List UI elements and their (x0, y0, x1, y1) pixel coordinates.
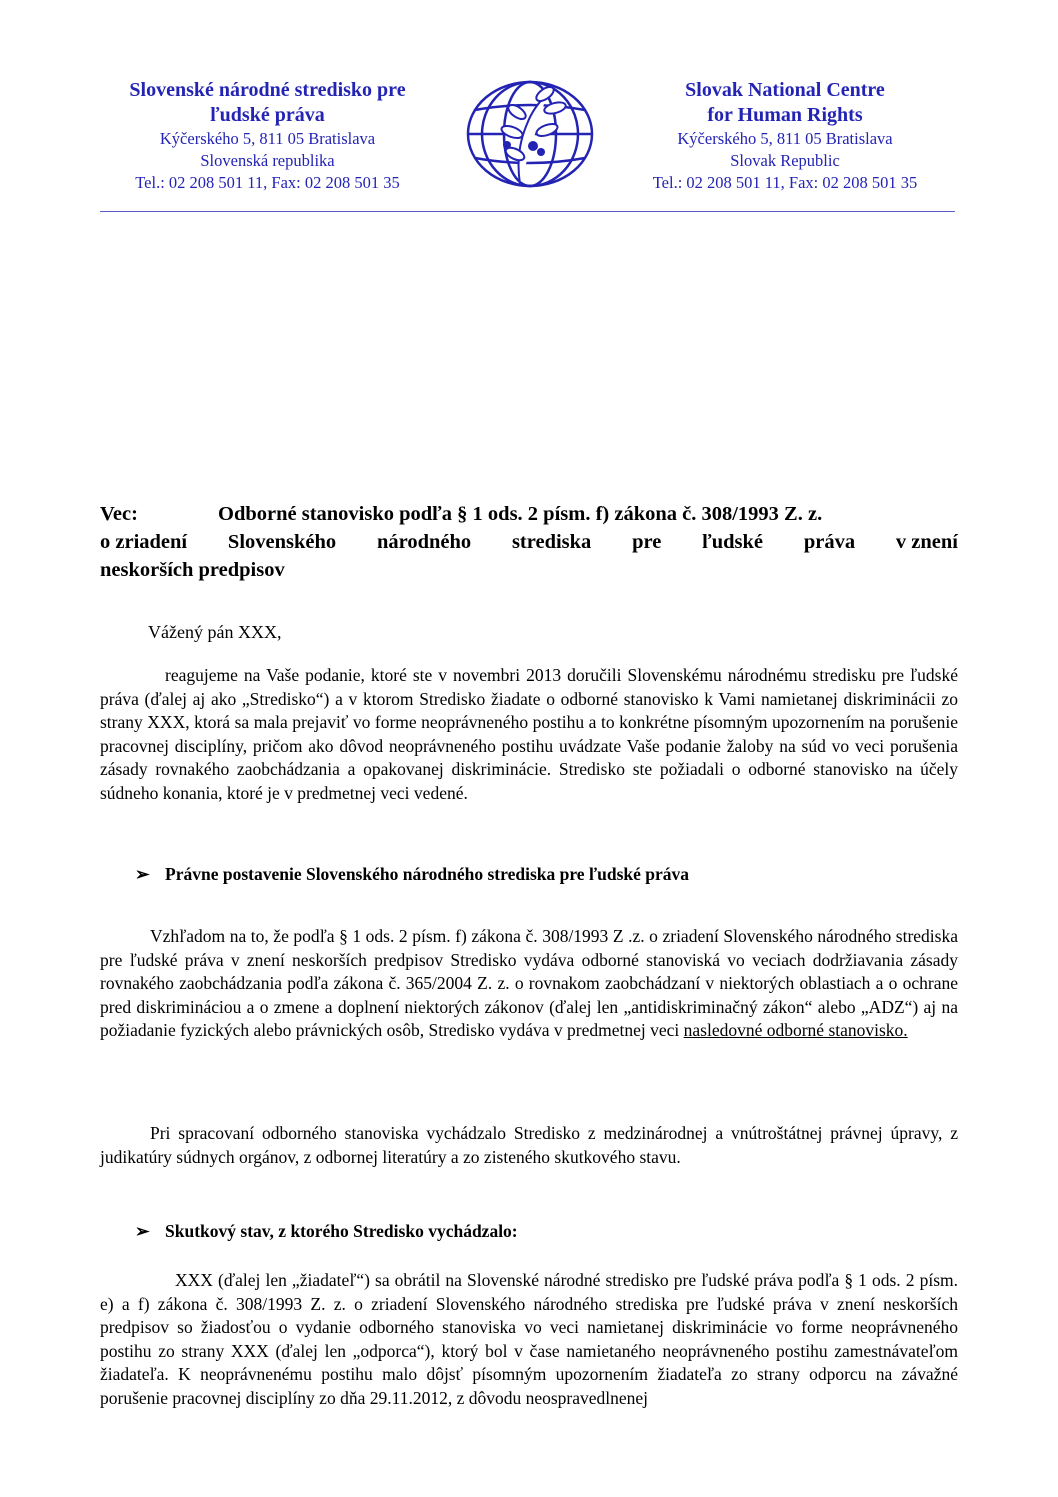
subject-line2-word: o zriadení (100, 531, 188, 553)
greeting: Vážený pán XXX, (148, 622, 282, 642)
country-en: Slovak Republic (730, 151, 840, 170)
subject-line2-word: v znení (895, 531, 958, 553)
subject-line2-word: ľudské (702, 531, 764, 553)
paragraph-sources: Pri spracovaní odborného stanoviska vychádzalo Stredisko z medzinárodnej a vnútroštátnej právnej úpravy, z judikatúry súdnych orgánov, z odbornej literatúry a zo zisteného skutkového stavu. (100, 1123, 958, 1167)
paragraph-legal-basis: Vzhľadom na to, že podľa § 1 ods. 2 písm. f) zákona č. 308/1993 Z .z. o zriadení Slovenského národného strediska pre ľudské práva v znení neskorších predpisov Stredisko vydáva odborné stanoviská vo veciach dodržiavania zásady rovnakého zaobchádzania podľa zákona č. 365/2004 Z. z. o rovnakom zaobchádzaní v niektorých oblastiach a o ochrane pred diskrimináciou a o zmene a doplnení niektorých zákonov (ďalej len „antidiskriminačný zákon“ alebo „ADZ“) aj na požiadanie fyzických alebo právnických osôb, Stredisko vydáva v predmetnej veci nasledovné odborné stanovisko. (100, 926, 958, 1041)
paragraph-facts: XXX (ďalej len „žiadateľ“) sa obrátil na Slovenské národné stredisko pre ľudské práva podľa § 1 ods. 2 písm. e) a f) zákona č. 308/1993 Z. z. o zriadení Slovenského národného strediska pre ľudské práva v znení neskorších predpisov so žiadosťou o vydanie odborného stanoviska vo veci namietanej diskriminácie vo forme neoprávneného postihu zo strany XXX (ďalej len „odporca“), ktorý bol v čase namietaného neoprávneného postihu zamestnávateľom žiadateľa. K neoprávnenému postihu malo dôjsť písomným upozornením žiadateľa zo strany odporcu na závažné porušenie pracovnej disciplíny zo dňa 29.11.2012, z dôvodu neospravedlnenej (100, 1270, 958, 1408)
contact-sk: Tel.: 02 208 501 11, Fax: 02 208 501 35 (135, 173, 400, 192)
header-divider (100, 211, 955, 212)
country-sk: Slovenská republika (200, 151, 335, 170)
bullet-arrow-icon: ➢ (135, 1221, 150, 1241)
bullet-arrow-icon: ➢ (135, 864, 150, 884)
address-sk: Kýčerského 5, 811 05 Bratislava (159, 129, 376, 148)
subject-line2 (100, 528, 958, 556)
section-heading-facts (135, 1219, 518, 1243)
subject-line2-word: národného (376, 531, 472, 553)
section-title: Právne postavenie Slovenského národného strediska pre ľudské práva (165, 864, 690, 884)
subject-line2-word: strediska (511, 531, 592, 553)
org-name-en-line1: Slovak National Centre (685, 79, 885, 101)
paragraph-intro: reagujeme na Vaše podanie, ktoré ste v novembri 2013 doručili Slovenskému národnému stredisku pre ľudské práva (ďalej aj ako „Stredisko“) a v ktorom Stredisko žiadate o odborné stanovisko k Vami namietanej diskriminácii zo strany XXX, ktorá sa mala prejaviť vo forme neoprávneného postihu a to konkrétne písomným upozornením na porušenie pracovnej disciplíny, pričom ako dôvod neoprávneného postihu uvádzate Vaše podanie žaloby na súd vo veci porušenia zásady rovnakého zaobchádzania a opakovanej diskriminácie. Stredisko ste požiadali o odborné stanovisko na účely súdneho konania, ktoré je v predmetnej veci vedené. (100, 665, 958, 803)
section-title: Skutkový stav, z ktorého Stredisko vychádzalo: (165, 1221, 518, 1241)
header-right-block (620, 78, 950, 194)
address-en: Kýčerského 5, 811 05 Bratislava (677, 129, 893, 148)
section-heading-legal-status (135, 862, 689, 886)
subject-line2-word: práva (803, 531, 856, 553)
header-left-block (100, 78, 435, 194)
org-name-sk-line1: Slovenské národné stredisko pre (129, 79, 406, 101)
subject-line1: Odborné stanovisko podľa § 1 ods. 2 písm. f) zákona č. 308/1993 Z. z. (218, 503, 823, 525)
subject-line3: neskorších predpisov (100, 559, 285, 581)
globe-dove-olive-branch-icon (455, 72, 605, 192)
org-name-en-line2: for Human Rights (707, 104, 863, 126)
org-name-sk-line2: ľudské práva (210, 104, 325, 126)
subject-line2-word: pre (632, 531, 662, 553)
subject-label: Vec: (100, 503, 138, 525)
contact-en: Tel.: 02 208 501 11, Fax: 02 208 501 35 (652, 173, 918, 192)
subject-block (100, 500, 958, 584)
underlined-phrase: nasledovné odborné stanovisko. (683, 1020, 908, 1041)
subject-line2-word: Slovenského (227, 531, 337, 553)
